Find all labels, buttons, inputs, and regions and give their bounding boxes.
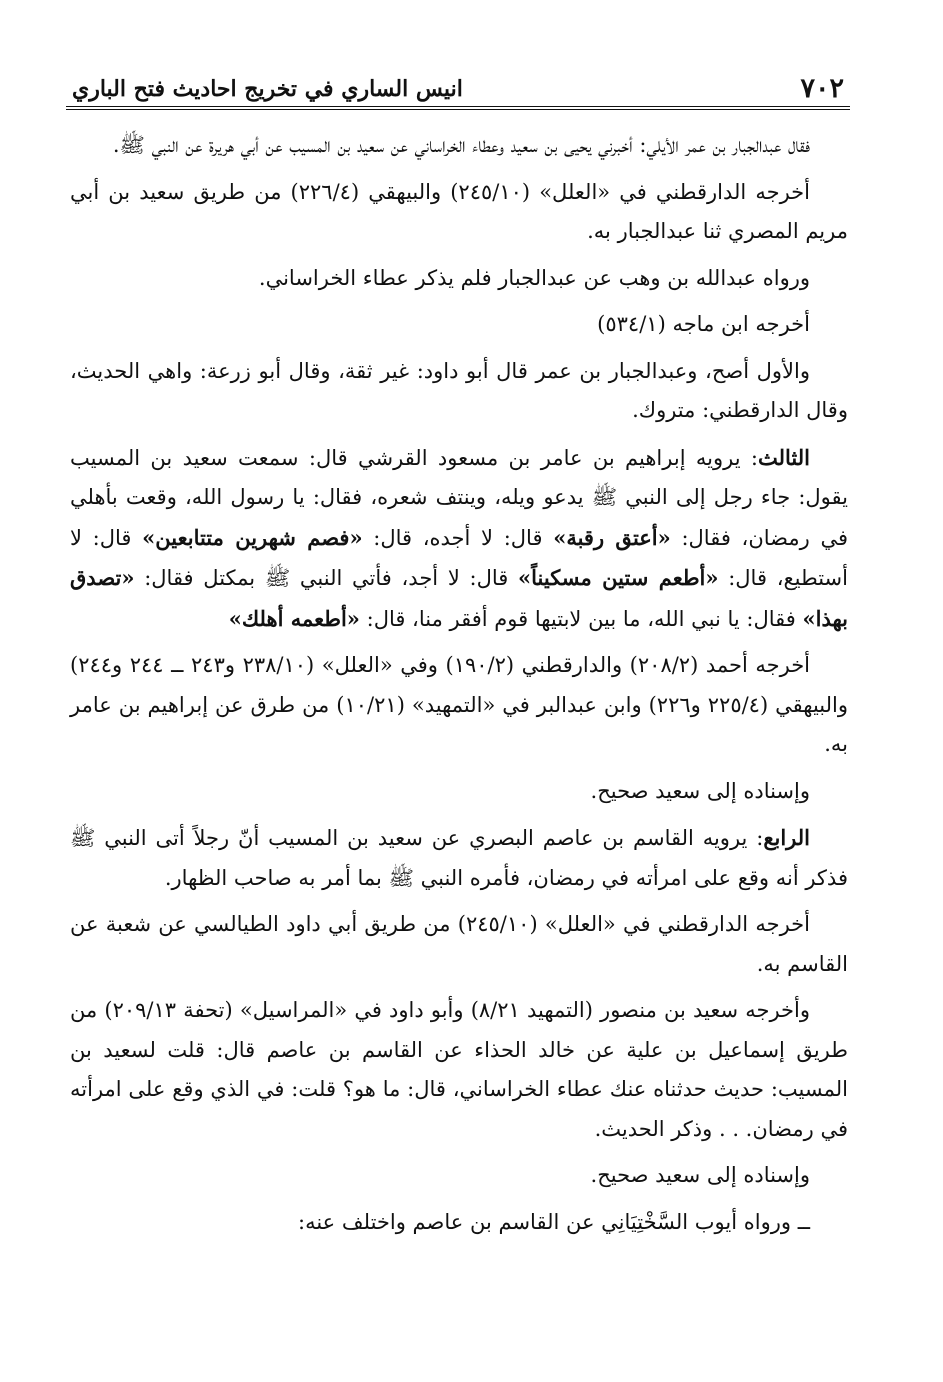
hadith-quote: «تصدق بهذا» <box>70 565 848 631</box>
text-segment: : يرويه إبراهيم بن عامر بن مسعود القرشي قال: سمعت سعيد بن المسيب يقول: جاء رجل إلى النبي ﷺ يدعو ويله، وينتف شعره، فقال: يا رسول الله، وقعت بأهلي في رمضان، فقال: <box>70 445 848 550</box>
paragraph-13: ــ ورواه أيوب السَّخْتِيَانِي عن القاسم بن عاصم واختلف عنه: <box>298 1209 810 1234</box>
page-header <box>66 62 850 110</box>
hadith-quote: «أطعم ستين مسكيناً» <box>518 565 719 590</box>
hadith-quote: «فصم شهرين متتابعين» <box>142 524 363 550</box>
hadith-quote: «أطعمه أهلك» <box>228 605 360 631</box>
hadith-quote: «أعتق رقبة» <box>553 524 671 550</box>
text-segment: قال: لا أجد، فأتي النبي ﷺ بمكتل فقال: <box>134 566 519 590</box>
text-segment: قال: لا أجده، قال: <box>362 525 554 550</box>
text-segment: فقال: يا نبي الله، ما بين لابتيها قوم أفقر منا، قال: <box>359 606 803 631</box>
paragraph-1: فقال عبدالجبار بن عمر الأيلي: أخبرني يحيى بن سعيد وعطاء الخراساني عن سعيد بن المسيب عن أبي هريرة عن النبي ﷺ. <box>112 133 810 157</box>
text-segment: : يرويه القاسم بن عاصم البصري عن سعيد بن المسيب أنّ رجلاً أتى النبي ﷺ فذكر أنه وقع على امرأته في رمضان، فأمره النبي ﷺ بما أمر به صاحب الظهار. <box>70 826 848 890</box>
paragraph-7: أخرجه أحمد (٢٠٨/٢) والدارقطني (١٩٠/٢) وفي «العلل» (٢٣٨/١٠ و٢٤٣ ــ ٢٤٤ و٢٤٤) والبيهقي (٢٢٥/٤ و٢٢٦) وابن عبدالبر في «التمهيد» (١٠/٢١) من طرق عن إبراهيم بن عامر به. <box>70 653 848 756</box>
paragraph-12: وإسناده إلى سعيد صحيح. <box>590 1163 810 1187</box>
paragraph-2: أخرجه الدارقطني في «العلل» (٢٤٥/١٠) والبيهقي (٢٢٦/٤) من طريق سعيد بن أبي مريم المصري ثنا عبدالجبار به. <box>70 179 848 243</box>
running-title: انيس الساري في تخريج احاديث فتح الباري <box>72 76 463 102</box>
paragraph-11: وأخرجه سعيد بن منصور (التمهيد ٨/٢١) وأبو داود في «المراسيل» (تحفة ٢٠٩/١٣) من طريق إسماعيل بن علية عن خالد الحذاء عن القاسم بن عاصم قال: قلت لسعيد بن المسيب: حديث حدثناه عنك عطاء الخراساني، قال: ما هو؟ قلت: في الذي وقع على امرأته في رمضان. . . وذكر الحديث. <box>70 998 848 1141</box>
paragraph-9-fourth-route <box>70 818 848 898</box>
page-body <box>70 126 848 1242</box>
paragraph-3: ورواه عبدالله بن وهب عن عبدالجبار فلم يذكر عطاء الخراساني. <box>258 265 810 290</box>
paragraph-6-third-route <box>70 438 848 640</box>
text-segment: قال: لا أستطيع، قال: <box>70 525 848 590</box>
section-lead-third: الثالث <box>758 444 810 470</box>
paragraph-4: أخرجه ابن ماجه (٥٣٤/١) <box>597 312 810 336</box>
paragraph-8: وإسناده إلى سعيد صحيح. <box>590 778 810 803</box>
paragraph-10: أخرجه الدارقطني في «العلل» (٢٤٥/١٠) من طريق أبي داود الطيالسي عن شعبة عن القاسم به. <box>70 912 848 976</box>
page-number: ٧٠٢ <box>800 73 844 104</box>
paragraph-5: والأول أصح، وعبدالجبار بن عمر قال أبو داود: غير ثقة، وقال أبو زرعة: واهي الحديث، وقال الدارقطني: متروك. <box>70 358 848 422</box>
section-lead-fourth: الرابع <box>763 825 810 850</box>
